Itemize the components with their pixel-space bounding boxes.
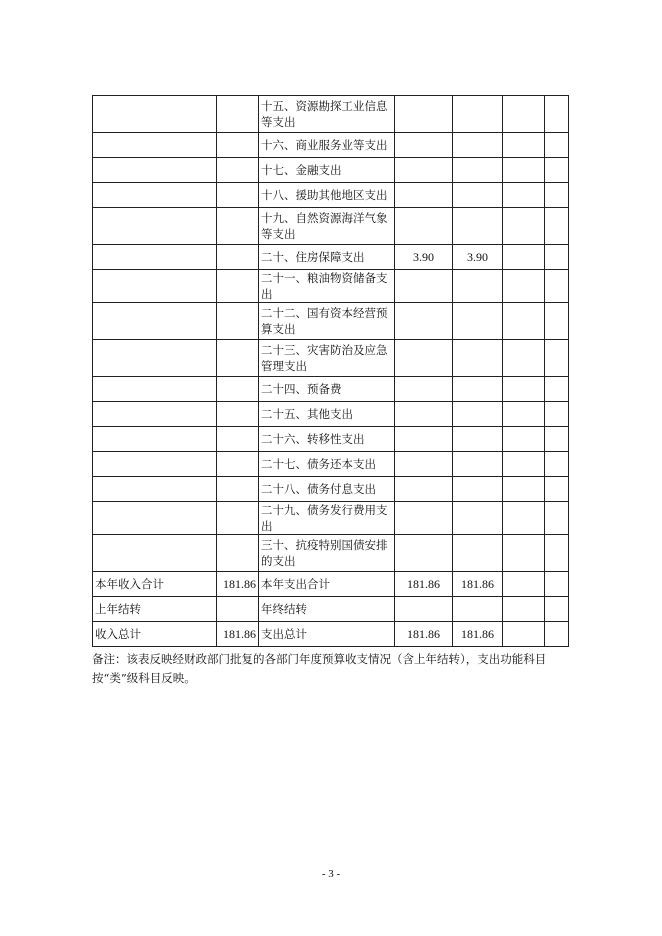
income-item-cell bbox=[93, 452, 217, 477]
empty-cell bbox=[545, 158, 569, 183]
income-value-cell bbox=[217, 377, 259, 402]
income-value-cell bbox=[217, 133, 259, 158]
expense-total-cell bbox=[395, 477, 453, 502]
expense-item-cell: 二十四、预备费 bbox=[259, 377, 395, 402]
empty-cell bbox=[545, 597, 569, 622]
expense-general-cell bbox=[453, 402, 503, 427]
table-row bbox=[93, 597, 569, 622]
table-row bbox=[93, 402, 569, 427]
income-value-cell bbox=[217, 402, 259, 427]
expense-total-cell: 181.86 bbox=[395, 622, 453, 647]
expense-general-cell bbox=[453, 502, 503, 535]
expense-item-cell: 二十九、债务发行费用支出 bbox=[259, 502, 395, 535]
empty-cell bbox=[545, 502, 569, 535]
empty-cell bbox=[545, 270, 569, 303]
expense-item-cell: 本年支出合计 bbox=[259, 572, 395, 597]
expense-item-cell: 二十二、国有资本经营预算支出 bbox=[259, 303, 395, 340]
income-value-cell: 181.86 bbox=[217, 572, 259, 597]
expense-general-cell bbox=[453, 477, 503, 502]
expense-item-cell: 二十八、债务付息支出 bbox=[259, 477, 395, 502]
expense-general-cell bbox=[453, 208, 503, 245]
income-item-cell bbox=[93, 377, 217, 402]
expense-general-cell bbox=[453, 452, 503, 477]
expense-general-cell bbox=[453, 270, 503, 303]
income-value-cell bbox=[217, 427, 259, 452]
table-row bbox=[93, 622, 569, 647]
table-row bbox=[93, 340, 569, 377]
expense-other-cell bbox=[503, 427, 545, 452]
table-row bbox=[93, 183, 569, 208]
expense-total-cell bbox=[395, 270, 453, 303]
expense-total-cell bbox=[395, 535, 453, 572]
table-row bbox=[93, 158, 569, 183]
expense-item-cell: 二十三、灾害防治及应急管理支出 bbox=[259, 340, 395, 377]
income-value-cell bbox=[217, 452, 259, 477]
expense-other-cell bbox=[503, 597, 545, 622]
expense-total-cell: 3.90 bbox=[395, 245, 453, 270]
empty-cell bbox=[545, 572, 569, 597]
income-item-cell bbox=[93, 477, 217, 502]
income-item-cell bbox=[93, 158, 217, 183]
empty-cell bbox=[545, 622, 569, 647]
expense-general-cell bbox=[453, 377, 503, 402]
empty-cell bbox=[545, 133, 569, 158]
income-item-cell bbox=[93, 183, 217, 208]
income-value-cell bbox=[217, 502, 259, 535]
expense-other-cell bbox=[503, 572, 545, 597]
expense-other-cell bbox=[503, 377, 545, 402]
expense-item-cell: 年终结转 bbox=[259, 597, 395, 622]
budget-table bbox=[92, 95, 569, 647]
expense-other-cell bbox=[503, 208, 545, 245]
expense-general-cell bbox=[453, 133, 503, 158]
table-row bbox=[93, 303, 569, 340]
empty-cell bbox=[545, 96, 569, 133]
expense-general-cell bbox=[453, 183, 503, 208]
income-value-cell bbox=[217, 96, 259, 133]
expense-general-cell: 181.86 bbox=[453, 572, 503, 597]
expense-other-cell bbox=[503, 158, 545, 183]
expense-item-cell: 二十一、粮油物资储备支出 bbox=[259, 270, 395, 303]
income-item-cell bbox=[93, 303, 217, 340]
table-note: 备注：该表反映经财政部门批复的各部门年度预算收支情况（含上年结转），支出功能科目按“类”级科目反映。 bbox=[92, 652, 547, 685]
expense-total-cell bbox=[395, 452, 453, 477]
income-value-cell bbox=[217, 270, 259, 303]
table-row bbox=[93, 377, 569, 402]
table-row bbox=[93, 502, 569, 535]
empty-cell bbox=[545, 340, 569, 377]
expense-other-cell bbox=[503, 270, 545, 303]
empty-cell bbox=[545, 377, 569, 402]
expense-other-cell bbox=[503, 303, 545, 340]
income-value-cell bbox=[217, 245, 259, 270]
income-value-cell: 181.86 bbox=[217, 622, 259, 647]
table-row bbox=[93, 245, 569, 270]
empty-cell bbox=[545, 427, 569, 452]
expense-other-cell bbox=[503, 402, 545, 427]
expense-item-cell: 二十五、其他支出 bbox=[259, 402, 395, 427]
income-item-cell bbox=[93, 340, 217, 377]
income-value-cell bbox=[217, 303, 259, 340]
expense-other-cell bbox=[503, 245, 545, 270]
table-row bbox=[93, 572, 569, 597]
expense-other-cell bbox=[503, 622, 545, 647]
income-item-cell bbox=[93, 427, 217, 452]
table-row bbox=[93, 535, 569, 572]
expense-other-cell bbox=[503, 96, 545, 133]
table-row bbox=[93, 427, 569, 452]
expense-total-cell bbox=[395, 303, 453, 340]
expense-general-cell bbox=[453, 340, 503, 377]
expense-general-cell bbox=[453, 597, 503, 622]
page-number: - 3 - bbox=[321, 868, 341, 880]
income-value-cell bbox=[217, 183, 259, 208]
income-item-cell: 本年收入合计 bbox=[93, 572, 217, 597]
expense-item-cell: 三十、抗疫特别国债安排的支出 bbox=[259, 535, 395, 572]
expense-total-cell: 181.86 bbox=[395, 572, 453, 597]
expense-item-cell: 十六、商业服务业等支出 bbox=[259, 133, 395, 158]
table-row bbox=[93, 208, 569, 245]
income-item-cell: 上年结转 bbox=[93, 597, 217, 622]
expense-general-cell bbox=[453, 427, 503, 452]
empty-cell bbox=[545, 535, 569, 572]
expense-other-cell bbox=[503, 535, 545, 572]
table-row bbox=[93, 96, 569, 133]
expense-other-cell bbox=[503, 183, 545, 208]
income-value-cell bbox=[217, 340, 259, 377]
empty-cell bbox=[545, 402, 569, 427]
income-value-cell bbox=[217, 158, 259, 183]
expense-item-cell: 二十七、债务还本支出 bbox=[259, 452, 395, 477]
expense-total-cell bbox=[395, 427, 453, 452]
expense-total-cell bbox=[395, 597, 453, 622]
income-item-cell: 收入总计 bbox=[93, 622, 217, 647]
expense-general-cell bbox=[453, 96, 503, 133]
income-value-cell bbox=[217, 535, 259, 572]
table-row bbox=[93, 133, 569, 158]
expense-general-cell bbox=[453, 303, 503, 340]
table-row bbox=[93, 477, 569, 502]
expense-other-cell bbox=[503, 502, 545, 535]
expense-other-cell bbox=[503, 452, 545, 477]
income-item-cell bbox=[93, 208, 217, 245]
expense-general-cell bbox=[453, 158, 503, 183]
expense-other-cell bbox=[503, 340, 545, 377]
table-row bbox=[93, 452, 569, 477]
expense-total-cell bbox=[395, 402, 453, 427]
expense-item-cell: 十五、资源勘探工业信息等支出 bbox=[259, 96, 395, 133]
expense-item-cell: 二十六、转移性支出 bbox=[259, 427, 395, 452]
expense-total-cell bbox=[395, 183, 453, 208]
expense-total-cell bbox=[395, 502, 453, 535]
income-item-cell bbox=[93, 245, 217, 270]
expense-other-cell bbox=[503, 133, 545, 158]
expense-item-cell: 十八、援助其他地区支出 bbox=[259, 183, 395, 208]
income-item-cell bbox=[93, 535, 217, 572]
income-item-cell bbox=[93, 502, 217, 535]
income-value-cell bbox=[217, 597, 259, 622]
income-value-cell bbox=[217, 477, 259, 502]
income-item-cell bbox=[93, 270, 217, 303]
table-row bbox=[93, 270, 569, 303]
expense-item-cell: 二十、住房保障支出 bbox=[259, 245, 395, 270]
expense-total-cell bbox=[395, 133, 453, 158]
expense-total-cell bbox=[395, 377, 453, 402]
expense-total-cell bbox=[395, 208, 453, 245]
empty-cell bbox=[545, 477, 569, 502]
expense-general-cell bbox=[453, 535, 503, 572]
income-item-cell bbox=[93, 402, 217, 427]
expense-item-cell: 十七、金融支出 bbox=[259, 158, 395, 183]
income-item-cell bbox=[93, 133, 217, 158]
income-value-cell bbox=[217, 208, 259, 245]
income-item-cell bbox=[93, 96, 217, 133]
empty-cell bbox=[545, 245, 569, 270]
expense-other-cell bbox=[503, 477, 545, 502]
expense-item-cell: 支出总计 bbox=[259, 622, 395, 647]
expense-general-cell: 3.90 bbox=[453, 245, 503, 270]
expense-general-cell: 181.86 bbox=[453, 622, 503, 647]
expense-total-cell bbox=[395, 96, 453, 133]
empty-cell bbox=[545, 208, 569, 245]
expense-total-cell bbox=[395, 340, 453, 377]
empty-cell bbox=[545, 303, 569, 340]
empty-cell bbox=[545, 183, 569, 208]
empty-cell bbox=[545, 452, 569, 477]
expense-item-cell: 十九、自然资源海洋气象等支出 bbox=[259, 208, 395, 245]
expense-total-cell bbox=[395, 158, 453, 183]
